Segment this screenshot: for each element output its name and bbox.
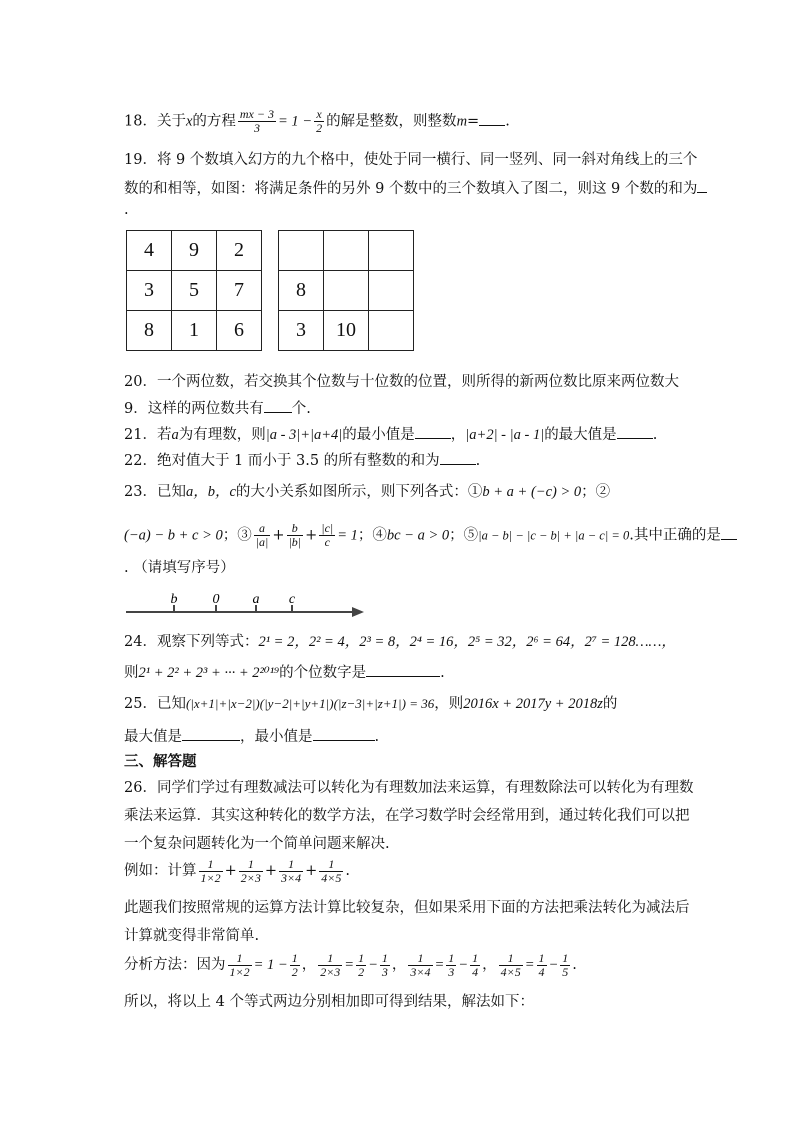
question-20-line-1: 20．一个两位数，若交换其个位数与十位数的位置，则所得的新两位数比原来两位数大 xyxy=(124,374,679,390)
fraction-denominator: 1×2 xyxy=(229,964,250,979)
fraction: $\frac{|c|}{c}$ xyxy=(321,521,334,549)
fraction xyxy=(356,952,366,979)
question-26-para-6: 所以，将以上 4 个等式两边分别相加即可得到结果，解法如下： xyxy=(124,994,534,1010)
number-line-arrow xyxy=(352,607,364,617)
fraction xyxy=(499,952,523,979)
answer-blank[interactable] xyxy=(697,178,707,193)
question-26-example: 例如：计算 $\frac{1}{1\times 2}$ + $\frac{1}{2\times 3}$ + $\frac{1}{3\times 4}$ + $\frac{1}{4\times 5}$ . xyxy=(124,856,351,885)
equals-sign: = xyxy=(434,957,445,973)
question-26-para-5: 计算就变得非常简单. xyxy=(124,928,260,944)
grid-cell: 8 xyxy=(279,271,324,311)
grid-cell: 3 xyxy=(279,311,324,351)
fraction-numerator: 1 xyxy=(199,858,223,872)
fraction xyxy=(228,952,252,979)
grid-cell: 8 xyxy=(127,311,172,351)
fraction-denominator: 4 xyxy=(472,964,479,979)
grid-cell: 1 xyxy=(172,311,217,351)
question-25-line-1: 25．已知(|x+1|+|x−2|)(|y−2|+|y+1|)(|z−3|+|z+1|) = 36，则2016x + 2017y + 2018z的 xyxy=(124,696,618,712)
number-line-label: c xyxy=(288,592,296,607)
fraction-denominator: 2×3 xyxy=(320,964,341,979)
fraction-denominator: 4×5 xyxy=(321,870,342,885)
grid-cell: 9 xyxy=(172,231,217,271)
grid-cell: 6 xyxy=(217,311,262,351)
question-26-para-1: 26．同学们学过有理数减法可以转化为有理数加法来运算，有理数除法可以转化为有理数 xyxy=(124,780,694,796)
fraction-numerator: 1 xyxy=(381,950,388,965)
plus-sign: + xyxy=(305,863,318,879)
question-21: 21．若a为有理数，则|a - 3|+|a+4|的最小值是 ，|a+2| - |a - 1|的最大值是 . xyxy=(124,424,657,445)
fraction: $\frac{b}{|b|}$ xyxy=(288,521,302,549)
fraction-numerator: 1 xyxy=(318,952,342,966)
fraction xyxy=(446,952,456,979)
minus-sign: − xyxy=(548,957,559,973)
fraction xyxy=(319,858,343,885)
separator: ， xyxy=(482,957,497,973)
grid-row xyxy=(279,231,414,271)
fraction-numerator: 1 xyxy=(408,952,432,966)
question-24-line-1: 24．观察下列等式：2¹ = 2，2² = 4，2³ = 8，2⁴ = 16，2⁵ = 32，2⁶ = 64，2⁷ = 128……， xyxy=(124,634,676,650)
grid-cell xyxy=(369,311,414,351)
fraction-denominator: 3×4 xyxy=(410,964,431,979)
fraction xyxy=(239,858,263,885)
fraction xyxy=(470,952,480,979)
answer-blank[interactable] xyxy=(415,424,451,439)
answer-blank[interactable] xyxy=(721,525,737,540)
equals-sign: = xyxy=(524,957,535,973)
fraction xyxy=(537,952,547,979)
equals-sign: = 1 − xyxy=(253,957,288,973)
grid-cell: 3 xyxy=(127,271,172,311)
fraction-denominator: 3 xyxy=(381,964,388,979)
fraction-numerator: 1 xyxy=(448,950,455,965)
fraction: $\frac{mx - 3}{3}$ xyxy=(239,107,274,135)
grid-cell: 5 xyxy=(172,271,217,311)
grid-row xyxy=(279,311,414,351)
fraction-numerator: 1 xyxy=(279,858,303,872)
separator: ， xyxy=(301,957,317,973)
fraction-numerator: 1 xyxy=(538,950,545,965)
answer-blank[interactable] xyxy=(313,726,375,741)
plus-sign: + xyxy=(264,863,278,879)
answer-blank[interactable] xyxy=(440,450,476,465)
fraction-numerator: 1 xyxy=(239,858,263,872)
answer-blank[interactable] xyxy=(264,398,292,413)
grid-cell: 2 xyxy=(217,231,262,271)
separator: ， xyxy=(391,957,407,973)
fraction-denominator: 4 xyxy=(538,964,545,979)
question-20-line-2: 9．这样的两位数共有 个. xyxy=(124,398,311,419)
question-24-line-2: 则2¹ + 2² + 2³ + ··· + 2²⁰¹⁹的个位数字是 . xyxy=(124,662,445,683)
question-26-para-3: 一个复杂问题转化为一个简单问题来解决. xyxy=(124,836,390,852)
fraction: $\frac{x}{2}$ xyxy=(316,107,323,135)
answer-blank[interactable] xyxy=(617,424,653,439)
fraction: $\frac{a}{|a|}$ xyxy=(255,521,269,549)
question-23-line-1: 23．已知a，b，c的大小关系如图所示，则下列各式：①b + a + (−c) > 0；② xyxy=(124,484,611,500)
answer-blank[interactable] xyxy=(182,726,240,741)
number-line-label: 0 xyxy=(212,592,220,607)
fraction xyxy=(290,952,300,979)
question-23-line-2: (−a) − b + c > 0；③ $\frac{a}{|a|}$ + $\frac{b}{|b|}$ + $\frac{|c|}{c}$ = 1；④bc − a > 0；⑤|a − b| − |c − b| + |a − c| = 0.其中正确的是 xyxy=(124,522,737,549)
grid-cell xyxy=(369,231,414,271)
equals-sign: = xyxy=(344,957,355,973)
question-26-analysis: 分析方法：因为 $\frac{1}{1\times 2}$ = 1 − $\frac{1}{2}$ ， $\frac{1}{2\times 3}$ = $\frac{1}{2}$ − $\frac{1}{3}$ ， $\frac{1}{3\times 4}$ = $\frac{1}{3}$ − $\frac{1}{4}$ ， $\frac{1}{4\times 5}$ = $\frac{1}{4}$ − $\frac{1}{5}$ . xyxy=(124,950,577,979)
fraction-denominator: 2×3 xyxy=(240,870,261,885)
grid-row xyxy=(127,271,262,311)
fraction-denominator: 3 xyxy=(448,964,455,979)
grid-cell xyxy=(324,231,369,271)
fraction-numerator: 1 xyxy=(472,950,479,965)
answer-blank[interactable] xyxy=(366,662,440,677)
grid-row xyxy=(279,271,414,311)
question-19-line-3: . xyxy=(124,202,129,218)
magic-square-figure-1 xyxy=(126,230,262,351)
question-19-line-1: 19．将 9 个数填入幻方的九个格中，使处于同一横行、同一竖列、同一斜对角线上的三个 xyxy=(124,152,698,168)
question-18: 18．关于x的方程 $\frac{mx - 3}{3}$ = 1 − $\frac{x}{2}$ 的解是整数，则整数m= . xyxy=(124,107,510,135)
grid-cell: 7 xyxy=(217,271,262,311)
fraction xyxy=(199,858,223,885)
grid-cell xyxy=(324,271,369,311)
fraction xyxy=(318,952,342,979)
question-23-line-3: . （请填写序号） xyxy=(124,560,235,576)
fraction-denominator: 4×5 xyxy=(500,964,521,979)
fraction-numerator: 1 xyxy=(499,952,523,966)
section-heading: 三、解答题 xyxy=(124,754,197,770)
question-26-para-4: 此题我们按照常规的运算方法计算比较复杂，但如果采用下面的方法把乘法转化为减法后 xyxy=(124,900,690,916)
answer-blank[interactable] xyxy=(479,111,505,126)
question-19-line-2: 数的和相等，如图：将满足条件的另外 9 个数中的三个数填入了图二，则这 9 个数的和为 xyxy=(124,178,707,199)
grid-row xyxy=(127,311,262,351)
fraction-denominator: 3×4 xyxy=(281,870,302,885)
grid-row xyxy=(127,231,262,271)
grid-cell xyxy=(279,231,324,271)
question-26-para-2: 乘法来运算．其实这种转化的数学方法，在学习数学时会经常用到，通过转化我们可以把 xyxy=(124,808,690,824)
number-line-label: b xyxy=(170,592,178,607)
grid-cell xyxy=(369,271,414,311)
question-22: 22．绝对值大于 1 而小于 3.5 的所有整数的和为 . xyxy=(124,450,480,471)
fraction-numerator: 1 xyxy=(358,950,365,965)
grid-cell: 10 xyxy=(324,311,369,351)
fraction-denominator: 5 xyxy=(562,964,569,979)
fraction-numerator: 1 xyxy=(319,858,343,872)
number-line-figure xyxy=(120,590,370,622)
minus-sign: − xyxy=(458,957,469,973)
minus-sign: − xyxy=(368,957,378,973)
question-25-line-2: 最大值是 ，最小值是 . xyxy=(124,726,379,747)
fraction-denominator: 1×2 xyxy=(200,870,221,885)
grid-cell: 4 xyxy=(127,231,172,271)
fraction xyxy=(408,952,432,979)
number-line-label: a xyxy=(252,592,260,607)
fraction-numerator: 1 xyxy=(228,952,252,966)
fraction-numerator: 1 xyxy=(562,950,569,965)
fraction xyxy=(560,952,570,979)
plus-sign: + xyxy=(224,863,237,879)
fraction xyxy=(380,952,390,979)
fraction-denominator: 2 xyxy=(291,964,298,979)
fraction xyxy=(279,858,303,885)
fraction-numerator: 1 xyxy=(291,950,298,965)
magic-square-figure-2 xyxy=(278,230,414,351)
fraction-denominator: 2 xyxy=(358,964,365,979)
